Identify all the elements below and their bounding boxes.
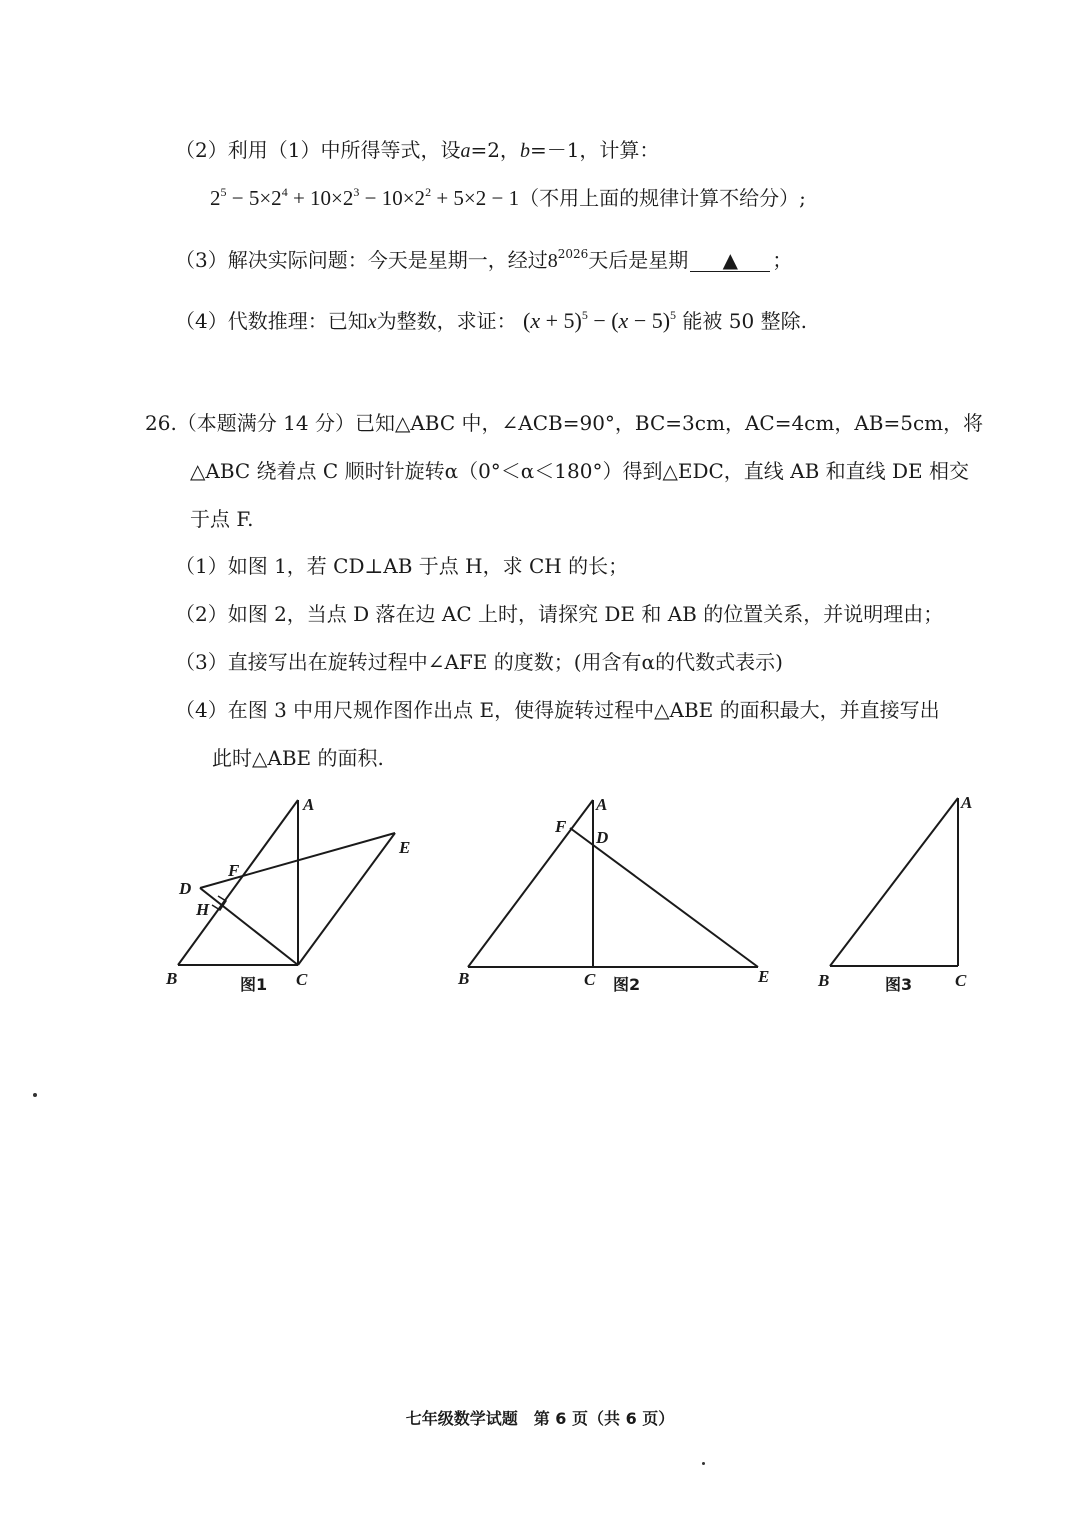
q26-line2: △ABC 绕着点 C 顺时针旋转α（0°＜α＜180°）得到△EDC，直线 AB 和直线 DE 相交 [190,459,970,483]
q26-part2: （2）如图 2，当点 D 落在边 AC 上时，请探究 DE 和 AB 的位置关系，并说明理由； [175,602,944,626]
q25-expression: $2^5 - 5\times 2^4 + 10\times 2^3 - 10\times 2^2 + 5\times 2 - 1$ [210,185,520,210]
fig1-segment-ab [178,800,298,965]
q25-part3-exponent: 2026 [557,247,589,261]
fig2-label-a: A [596,795,608,814]
var-a: a [460,140,471,162]
fig2-segment-fe [570,828,758,967]
q25-part3-line [175,246,792,275]
fig2-label-b: B [458,969,470,988]
stray-mark [33,1093,37,1097]
answer-blank: ▲ [690,249,770,272]
q26-line1: 26.（本题满分 14 分）已知△ABC 中，∠ACB=90°，BC=3cm，AC=4cm，AB=5cm，将 [145,411,984,435]
var-x: x [367,311,377,333]
q26-part4-line2: 此时△ABE 的面积. [212,746,384,770]
q25-part4-end: 能被 50 整除. [682,309,807,333]
fig3-segment-ab [830,798,958,966]
var-b-value: =－1，计算： [529,138,660,162]
fig3-label-b: B [818,971,830,990]
stray-mark-bottom [702,1462,705,1465]
fig3-caption: 图3 [885,975,913,994]
fig2-label-c: C [584,970,596,989]
q25-part4-line [175,307,807,336]
figure-3 [830,798,958,966]
figure-1 [178,800,395,965]
fig2-segment-ab [468,800,593,967]
q25-part4-prefix: （4）代数推理：已知 [175,309,368,333]
fig3-label-c: C [955,971,967,990]
fig1-segment-ec [298,833,395,965]
fig2-label-e: E [758,967,770,986]
q25-part3-base: 8 [547,250,558,272]
fig1-caption: 图1 [240,975,268,994]
fig2-label-d: D [596,828,609,847]
q25-part3-end: ； [772,248,793,272]
q26-part4-line1: （4）在图 3 中用尺规作图作出点 E，使得旋转过程中△ABE 的面积最大，并直接写出 [175,698,940,722]
var-a-value: =2， [470,138,520,162]
fig2-label-f: F [555,817,567,836]
q25-part3-suffix: 天后是星期 [588,248,689,272]
q25-part3-prefix: （3）解决实际问题：今天是星期一，经过 [175,248,548,272]
fig1-label-d: D [179,879,192,898]
page-footer: 七年级数学试题 第 6 页（共 6 页） [405,1409,675,1428]
fig1-label-h: H [196,900,210,919]
q25-part4-expression: $(x + 5)^5 - (x - 5)^5$ [522,308,677,333]
q25-expression-note: （不用上面的规律计算不给分）; [519,186,806,210]
fig1-segment-dc [200,888,298,965]
fig1-label-e: E [399,838,411,857]
figure-2 [468,800,758,967]
fig3-label-a: A [961,793,973,812]
fig1-label-b: B [166,969,178,988]
fig2-caption: 图2 [613,975,641,994]
fig1-label-c: C [296,970,308,989]
q25-part2-line [175,136,659,165]
q26-part1: （1）如图 1，若 CD⊥AB 于点 H，求 CH 的长； [175,554,629,578]
q25-part4-mid: 为整数，求证： [376,309,517,333]
fig1-label-f: F [228,861,240,880]
q26-line3: 于点 F. [190,507,254,531]
q25-part2-intro: （2）利用（1）中所得等式，设 [175,138,461,162]
figures [0,780,1080,1020]
fig1-label-a: A [303,795,315,814]
q26-part3: （3）直接写出在旋转过程中∠AFE 的度数；(用含有α的代数式表示) [175,650,783,674]
var-b: b [519,140,530,162]
q25-expression-line [210,184,806,212]
